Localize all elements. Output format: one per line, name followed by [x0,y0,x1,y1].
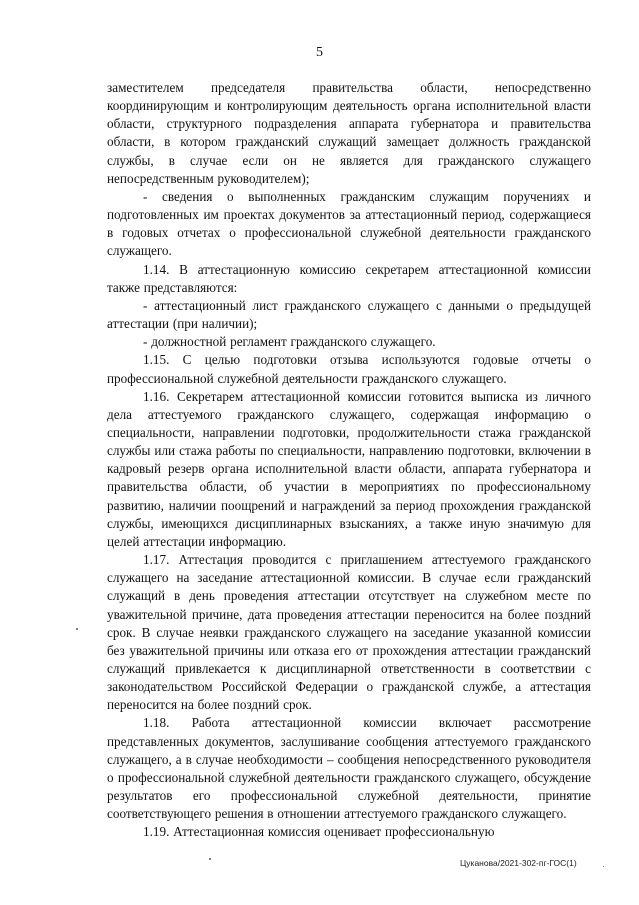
paragraph-1-16: 1.16. Секретарем аттестационной комиссии готовится выписка из личного дела аттестуемого гражданского служащего, содержащая информацию о специальности, направлении подготовки, продолжительности стажа гражданской службы или стажа работы по специальности, направлению подготовки, включении в кадровый резерв органа исполнительной власти области, аппарата губернатора и правительства области, об участии в мероприятиях по профессиональному развитию, наличии поощрений и награждений за период прохождения гражданской службы, имеющихся дисциплинарных взысканиях, а также иную значимую для целей аттестации информацию. [107,388,591,549]
bullet-reports: - сведения о выполненных гражданским служащим поручениях и подготовленных им проектах документов за аттестационный период, содержащиеся в годовых отчетах о профессиональной служебной деятельности гражданского служащего. [107,188,591,259]
scan-speck [209,858,211,860]
paragraph-1-17: 1.17. Аттестация проводится с приглашением аттестуемого гражданского служащего на заседание аттестационной комиссии. В случае если гражданский служащий в день проведения аттестации отсутствует на служебном месте по уважительной причине, дата проведения аттестации переносится на более поздний срок. В случае неявки гражданского служащего на заседание указанной комиссии без уважительной причины или отказа его от прохождения аттестации гражданский служащий привлекается к дисциплинарной ответственности в соответствии с законодательством Российской Федерации о гражданской службе, а аттестация переносится на более поздний срок. [107,552,591,713]
paragraph-1-14: 1.14. В аттестационную комиссию секретарем аттестационной комиссии также представляются: [107,261,591,295]
bullet-attestation-sheet: - аттестационный лист гражданского служащего с данными о предыдущей аттестации (при наличии); [107,297,591,332]
page-number: 5 [316,45,323,60]
scan-speck [76,628,78,630]
document-body [107,79,591,842]
paragraph-1-19: 1.19. Аттестационная комиссия оценивает профессиональную [143,824,495,840]
paragraph-continuation: заместителем председателя правительства области, непосредственно координирующим и контролирующим деятельность органа исполнительной власти области, структурного подразделения аппарата губернатора и правительства области, в котором гражданский служащий замещает должность гражданской службы, в случае если он не является для гражданского служащего непосредственным руководителем); [107,80,591,186]
bullet-job-regulations: - должностной регламент гражданского служащего. [143,334,436,350]
paragraph-1-18: 1.18. Работа аттестационной комиссии включает рассмотрение представленных документов, заслушивание сообщения аттестуемого гражданского служащего, а в случае необходимости – сообщения непосредственного руководителя о профессиональной служебной деятельности гражданского служащего, обсуждение результатов его профессиональной служебной деятельности, принятие соответствующего решения в отношении аттестуемого гражданского служащего. [107,715,591,822]
footer-document-code: Цуканова/2021-302-пг-ГОС(1) [460,858,577,868]
paragraph-1-15: 1.15. С целью подготовки отзыва используются годовые отчеты о профессиональной служебной деятельности гражданского служащего. [107,352,591,386]
